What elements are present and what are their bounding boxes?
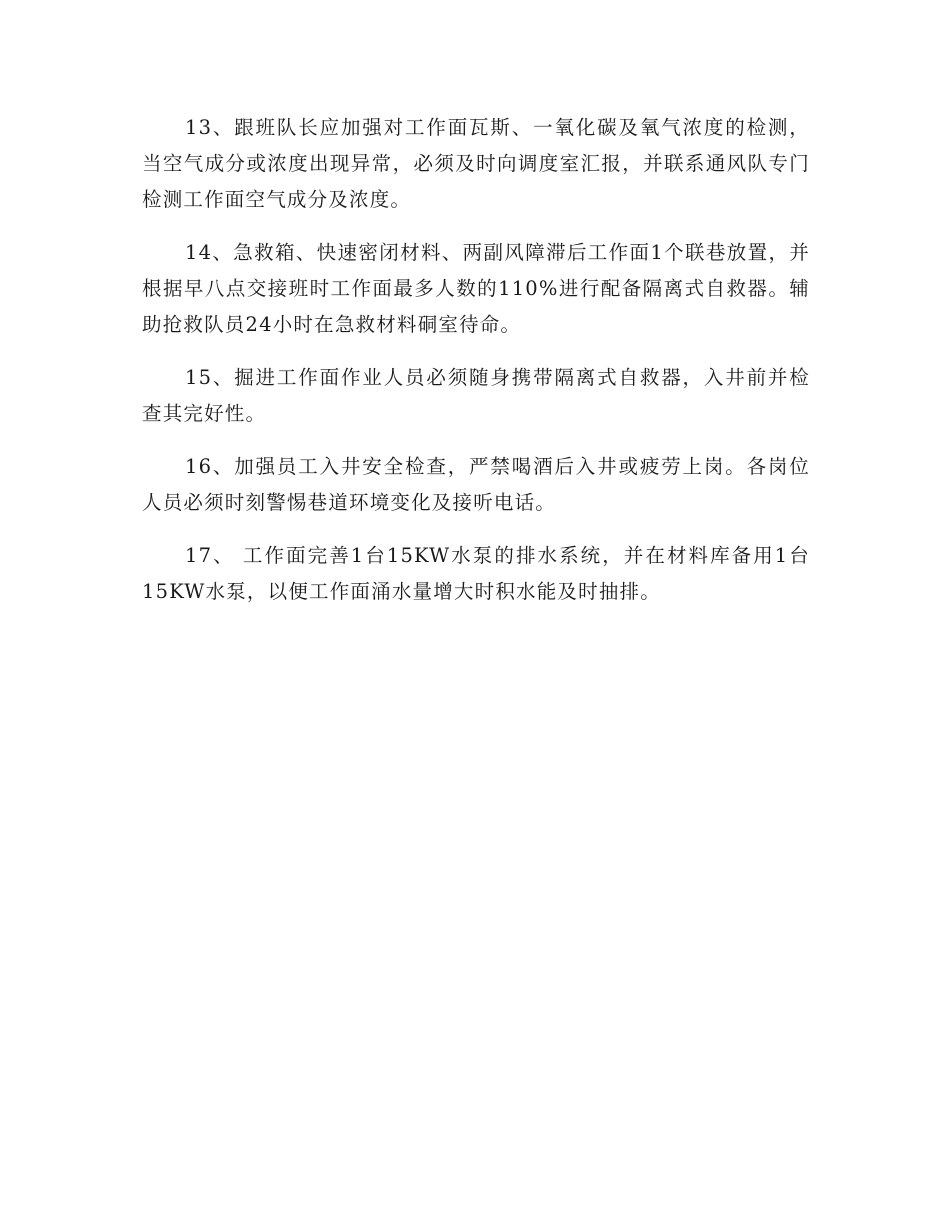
paragraph-15: 15、掘进工作面作业人员必须随身携带隔离式自救器，入井前并检查其完好性。: [142, 366, 810, 425]
paragraph-14: 14、急救箱、快速密闭材料、两副风障滞后工作面1个联巷放置，并根据早八点交接班时工作面最多人数的110%进行配备隔离式自救器。辅助抢救队员24小时在急救材料硐室待命。: [142, 241, 810, 336]
paragraph-17: 17、 工作面完善1台15KW水泵的排水系统，并在材料库备用1台15KW水泵，以便工作面涌水量增大时积水能及时抽排。: [142, 544, 810, 603]
document-body: [142, 110, 810, 627]
paragraph-16: 16、加强员工入井安全检查，严禁喝酒后入井或疲劳上岗。各岗位人员必须时刻警惕巷道环境变化及接听电话。: [142, 455, 810, 514]
paragraph-13: 13、跟班队长应加强对工作面瓦斯、一氧化碳及氧气浓度的检测，当空气成分或浓度出现异常，必须及时向调度室汇报，并联系通风队专门检测工作面空气成分及浓度。: [142, 116, 810, 211]
